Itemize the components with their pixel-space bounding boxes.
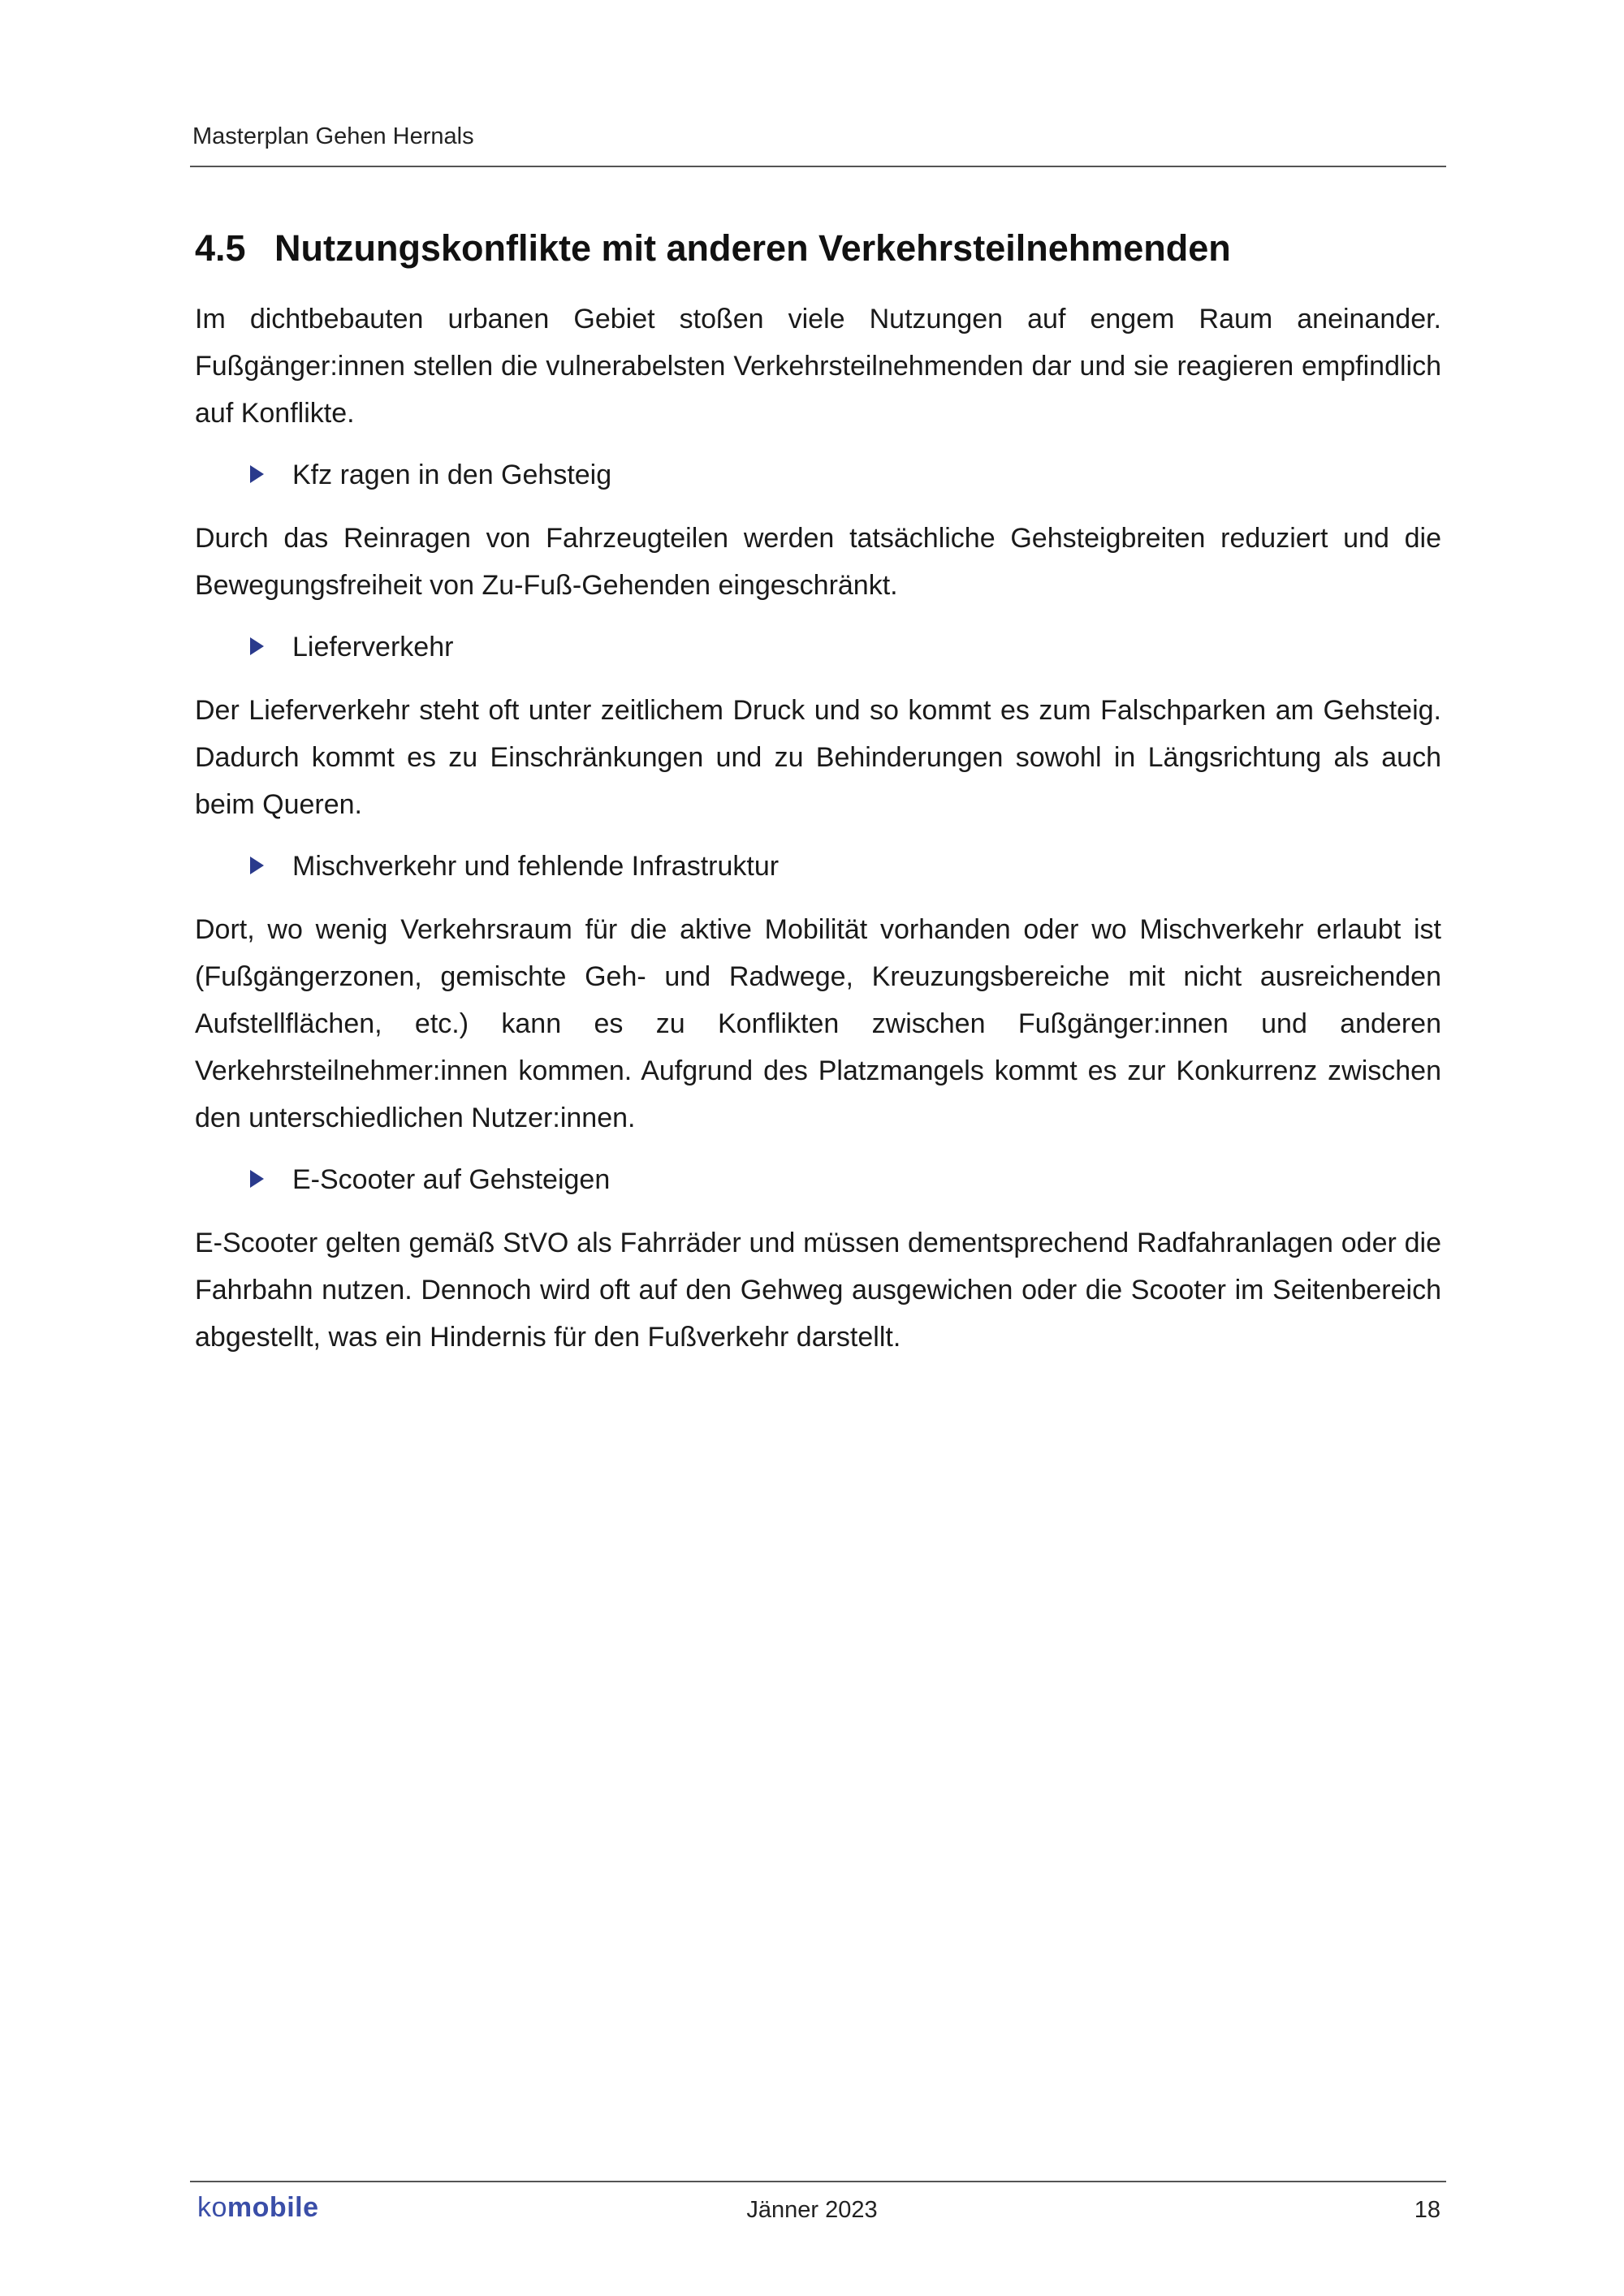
bullet-heading-kfz: [195, 451, 1441, 498]
footer-divider: [190, 2181, 1446, 2182]
triangle-bullet-icon: [250, 1170, 264, 1188]
triangle-bullet-icon: [250, 857, 264, 874]
bullet-label: Lieferverkehr: [292, 632, 454, 662]
paragraph-lieferverkehr: Der Lieferverkehr steht oft unter zeitlichem Druck und so kommt es zum Falschparken am Gehsteig. Dadurch kommt es zu Einschränkungen und zu Behinderungen sowohl in Längsrichtung als auch beim Queren.: [195, 695, 1441, 820]
header-divider: [190, 166, 1446, 167]
main-content: [195, 227, 1441, 1361]
bullet-heading-escooter: [195, 1156, 1441, 1203]
bullet-heading-mischverkehr: [195, 843, 1441, 890]
section-title: Nutzungskonflikte mit anderen Verkehrsteilnehmenden: [274, 227, 1231, 269]
paragraph-kfz: Durch das Reinragen von Fahrzeugteilen werden tatsächliche Gehsteigbreiten reduziert und die Bewegungsfreiheit von Zu-Fuß-Gehenden eingeschränkt.: [195, 523, 1441, 601]
section-number: 4.5: [195, 227, 246, 269]
logo-mobile: mobile: [227, 2192, 319, 2223]
running-header: Masterplan Gehen Hernals: [192, 123, 474, 149]
paragraph-mischverkehr: Dort, wo wenig Verkehrsraum für die aktive Mobilität vorhanden oder wo Mischverkehr erlaubt ist (Fußgängerzonen, gemischte Geh- und Radwege, Kreuzungsbereiche mit nicht ausreichenden Aufstellflächen, etc.) kann es zu Konflikten zwischen Fußgänger:innen und anderen Verkehrsteilnehmer:innen kommen. Aufgrund des Platzmangels kommt es zur Konkurrenz zwischen den unterschiedlichen Nutzer:innen.: [195, 914, 1441, 1133]
triangle-bullet-icon: [250, 465, 264, 483]
section-heading: [195, 227, 1441, 270]
footer-date: Jänner 2023: [746, 2197, 878, 2223]
page-number: 18: [1414, 2197, 1440, 2223]
bullet-label: Mischverkehr und fehlende Infrastruktur: [292, 851, 780, 882]
triangle-bullet-icon: [250, 637, 264, 655]
bullet-heading-lieferverkehr: [195, 624, 1441, 671]
paragraph-escooter: E-Scooter gelten gemäß StVO als Fahrräder und müssen dementsprechend Radfahranlagen oder die Fahrbahn nutzen. Dennoch wird oft auf den Gehweg ausgewichen oder die Scooter im Seitenbereich abgestellt, was ein Hindernis für den Fußverkehr darstellt.: [195, 1228, 1441, 1353]
logo-ko: ko: [197, 2192, 227, 2223]
bullet-label: E-Scooter auf Gehsteigen: [292, 1164, 611, 1195]
bullet-label: Kfz ragen in den Gehsteig: [292, 460, 612, 490]
intro-paragraph: Im dichtbebauten urbanen Gebiet stoßen viele Nutzungen auf engem Raum aneinander. Fußgänger:innen stellen die vulnerabelsten Verkehrsteilnehmenden dar und sie reagieren empfindlich auf Konflikte.: [195, 304, 1441, 429]
